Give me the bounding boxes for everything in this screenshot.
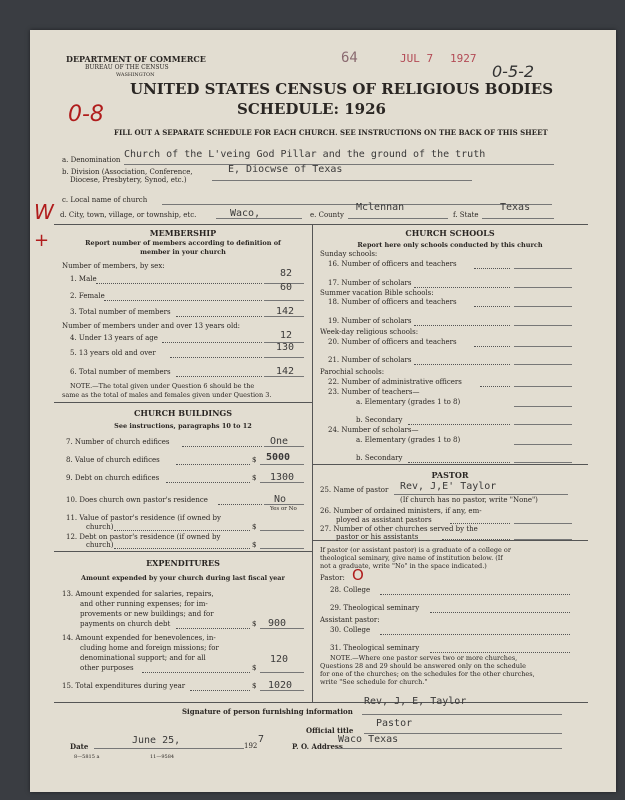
- stamp-date: JUL 7: [400, 52, 434, 65]
- q5-label: 5. 13 years old and over: [70, 349, 156, 357]
- q18-label: 18. Number of officers and teachers: [328, 298, 457, 306]
- bureau-heading: BUREAU OF THE CENSUS: [85, 64, 169, 71]
- q4-label: 4. Under 13 years of age: [70, 334, 158, 342]
- form-number: 8—5815 a: [74, 754, 100, 760]
- division-label-2: Diocese, Presbytery, Synod, etc.): [70, 176, 187, 184]
- q2-line: [264, 300, 304, 301]
- q2-leader: [104, 300, 262, 301]
- q19-label: 19. Number of scholars: [328, 317, 412, 325]
- q23-label: 23. Number of teachers—: [328, 388, 420, 396]
- q24-label: 24. Number of scholars—: [328, 426, 419, 434]
- pastor-note-2: Questions 28 and 29 should be answered only on the schedule: [320, 662, 526, 670]
- q12-leader: [114, 548, 250, 549]
- form-instruction: FILL OUT A SEPARATE SCHEDULE FOR EACH CHURCH. SEE INSTRUCTIONS ON THE BACK OF THIS SHEET: [114, 128, 548, 137]
- q19-leader: [414, 325, 510, 326]
- q22-label: 22. Number of administrative officers: [328, 378, 462, 386]
- q21-leader: [414, 364, 510, 365]
- q13-label-3: provements or new buildings; and for: [80, 610, 214, 618]
- q6-value: 142: [276, 366, 295, 377]
- pastor-note-3: for one of the churches; on the schedules for the other churches,: [320, 670, 535, 678]
- graduate-note-2: theological seminary, give name of institution below. (If: [320, 554, 503, 562]
- q17-line: [514, 287, 572, 288]
- q10-label: 10. Does church own pastor's residence: [66, 496, 208, 504]
- state-value: Texas: [500, 202, 531, 213]
- department-heading: DEPARTMENT OF COMMERCE: [66, 54, 206, 64]
- q23a-line: [514, 406, 572, 407]
- q24b-line: [514, 462, 572, 463]
- pastor-title: PASTOR: [431, 470, 469, 480]
- membership-note-2: same as the total of males and females given under Question 3.: [62, 391, 272, 399]
- q9-dollar: $: [252, 474, 257, 482]
- stamp-number: 64: [341, 50, 358, 66]
- q24b-leader: [408, 462, 510, 463]
- city-heading: WASHINGTON: [116, 72, 155, 78]
- q26-leader: [450, 523, 510, 524]
- q10-value: No: [274, 494, 287, 505]
- pastor-note-4: write "See schedule for church.": [320, 678, 428, 686]
- bottom-rule: [54, 702, 588, 703]
- q16-label: 16. Number of officers and teachers: [328, 260, 457, 268]
- q2-label: 2. Female: [70, 292, 105, 300]
- q14-label-4: other purposes: [80, 664, 134, 672]
- q8-dollar: $: [252, 456, 257, 464]
- q29-line: [430, 612, 570, 613]
- county-line: [348, 218, 448, 219]
- membership-title: MEMBERSHIP: [149, 228, 217, 238]
- members-by-age-label: Number of members under and over 13 years old:: [62, 322, 241, 330]
- q15-leader: [190, 690, 250, 691]
- graduate-note-3: not a graduate, write "No" in the space indicated.): [320, 562, 487, 570]
- q9-leader: [166, 482, 250, 483]
- q14-label-1: 14. Amount expended for benevolences, in-: [62, 634, 216, 642]
- membership-note-1: NOTE.—The total given under Question 6 should be the: [70, 382, 255, 390]
- q20-line: [514, 346, 572, 347]
- q27-line: [514, 539, 572, 540]
- handwritten-code-left: 0-8: [68, 102, 104, 127]
- state-line: [482, 218, 554, 219]
- pastor-subhead: Pastor:: [320, 574, 345, 582]
- q17-leader: [414, 287, 510, 288]
- q1-leader: [96, 283, 262, 284]
- q10-leader: [218, 504, 262, 505]
- q7-label: 7. Number of church edifices: [66, 438, 170, 446]
- q31-label: 31. Theological seminary: [330, 644, 420, 652]
- q11-line: [260, 530, 304, 531]
- q22-leader: [480, 386, 510, 387]
- q12-line: [260, 548, 304, 549]
- pastor-handwritten-mark: O: [352, 566, 364, 584]
- po-address-label: P. O. Address: [292, 742, 343, 751]
- q9-value: 1300: [270, 472, 295, 483]
- q26-line: [514, 523, 572, 524]
- denomination-label: a. Denomination: [62, 156, 121, 164]
- q22-line: [514, 386, 572, 387]
- rule-buildings: [54, 402, 312, 403]
- rule-pastor: [312, 464, 588, 465]
- q27-label-2: pastor or his assistants: [336, 533, 419, 541]
- q4-leader: [162, 342, 262, 343]
- q14-dollar: $: [252, 664, 257, 672]
- q11-label-1: 11. Value of pastor's residence (if owned by: [66, 514, 221, 522]
- q23a-label: a. Elementary (grades 1 to 8): [356, 398, 461, 406]
- county-label: e. County: [310, 211, 344, 219]
- q20-leader: [474, 346, 510, 347]
- denomination-value: Church of the L'veing God Pillar and the ground of the truth: [124, 149, 486, 160]
- county-value: Mclennan: [356, 202, 405, 213]
- q21-line: [514, 364, 572, 365]
- q12-dollar: $: [252, 541, 257, 549]
- form-number-2: 11—9584: [150, 754, 175, 760]
- pastor-note-1: NOTE.—Where one pastor serves two or more churches,: [330, 654, 518, 662]
- q24b-label: b. Secondary: [356, 454, 403, 462]
- q15-dollar: $: [252, 682, 257, 690]
- q15-value: 1020: [268, 680, 293, 691]
- handwritten-code-right: 0-5-2: [492, 62, 535, 81]
- q14-label-2: cluding home and foreign missions; for: [80, 644, 219, 652]
- q29-label: 29. Theological seminary: [330, 604, 420, 612]
- sunday-schools-label: Sunday schools:: [320, 250, 378, 258]
- schools-title: CHURCH SCHOOLS: [405, 228, 495, 238]
- q20-label: 20. Number of officers and teachers: [328, 338, 457, 346]
- division-line: [212, 180, 472, 181]
- q8-line: [260, 464, 304, 465]
- q6-label: 6. Total number of members: [70, 368, 171, 376]
- po-address-value: Waco Texas: [338, 734, 399, 745]
- q12-label-1: 12. Debt on pastor's residence (if owned by: [66, 533, 221, 541]
- state-label: f. State: [453, 211, 479, 219]
- local-name-label: c. Local name of church: [62, 196, 148, 204]
- q23b-line: [514, 424, 572, 425]
- q14-value: 120: [270, 654, 289, 665]
- q5-line: [264, 357, 304, 358]
- q4-value: 12: [280, 330, 293, 341]
- city-value: Waco,: [230, 208, 261, 219]
- q14-line: [260, 672, 304, 673]
- q25-line: [394, 494, 568, 495]
- rule-expenditures: [54, 551, 312, 552]
- q13-label-4: payments on church debt: [80, 620, 171, 628]
- q28-label: 28. College: [330, 586, 371, 594]
- q3-value: 142: [276, 306, 295, 317]
- official-title-value: Pastor: [376, 718, 413, 729]
- year-digit: 7: [258, 734, 265, 745]
- q5-leader: [170, 357, 262, 358]
- margin-cross: +: [34, 230, 50, 251]
- q30-label: 30. College: [330, 626, 371, 634]
- q23b-label: b. Secondary: [356, 416, 403, 424]
- q26-label-2: ployed as assistant pastors: [336, 516, 432, 524]
- q14-label-3: denominational support; and for all: [80, 654, 206, 662]
- q15-label: 15. Total expenditures during year: [62, 682, 186, 690]
- census-schedule-sheet: [30, 30, 616, 792]
- form-schedule-year: SCHEDULE: 1926: [237, 100, 386, 118]
- q18-leader: [474, 306, 510, 307]
- top-rule: [54, 224, 588, 225]
- date-line: [94, 748, 244, 749]
- q24a-label: a. Elementary (grades 1 to 8): [356, 436, 461, 444]
- q14-leader: [142, 672, 250, 673]
- buildings-title: CHURCH BUILDINGS: [134, 408, 232, 418]
- q26-label-1: 26. Number of ordained ministers, if any, em-: [320, 507, 482, 515]
- weekday-schools-label: Week-day religious schools:: [320, 328, 419, 336]
- q7-value: One: [270, 436, 289, 447]
- q1-value: 82: [280, 268, 293, 279]
- graduate-note-1: If pastor (or assistant pastor) is a graduate of a college or: [320, 546, 511, 554]
- q23b-leader: [408, 424, 510, 425]
- q8-label: 8. Value of church edifices: [66, 456, 160, 464]
- year-prefix: 192: [244, 742, 258, 750]
- q24a-line: [514, 444, 572, 445]
- q12-label-2: church): [86, 541, 114, 549]
- q27-label-1: 27. Number of other churches served by the: [320, 525, 478, 533]
- q11-dollar: $: [252, 523, 257, 531]
- q31-line: [430, 652, 570, 653]
- center-divider: [312, 224, 313, 702]
- summer-schools-label: Summer vacation Bible schools:: [320, 289, 434, 297]
- q13-leader: [176, 628, 250, 629]
- q17-label: 17. Number of scholars: [328, 279, 412, 287]
- signature-line: [362, 714, 562, 715]
- date-label: Date: [70, 742, 89, 751]
- q25-value: Rev, J,E' Taylor: [400, 481, 497, 492]
- q18-line: [514, 306, 572, 307]
- q1-label: 1. Male: [70, 275, 97, 283]
- expenditures-sub: Amount expended by your church during last fiscal year: [81, 574, 285, 582]
- q11-label-2: church): [86, 523, 114, 531]
- q27-leader: [442, 539, 510, 540]
- city-label: d. City, town, village, or township, etc.: [60, 211, 197, 219]
- margin-mark-w: W: [34, 200, 54, 224]
- q8-leader: [176, 464, 250, 465]
- division-value: E, Diocwse of Texas: [228, 164, 343, 175]
- q2-value: 60: [280, 282, 293, 293]
- q11-leader: [114, 530, 250, 531]
- q13-dollar: $: [252, 620, 257, 628]
- signature-label: Signature of person furnishing information: [182, 707, 353, 716]
- q7-leader: [182, 446, 262, 447]
- q25-hint: (If church has no pastor, write "None"): [400, 496, 538, 504]
- q21-label: 21. Number of scholars: [328, 356, 412, 364]
- date-value: June 25,: [132, 735, 181, 746]
- members-by-sex-label: Number of members, by sex:: [62, 262, 165, 270]
- q16-line: [514, 268, 572, 269]
- parochial-schools-label: Parochial schools:: [320, 368, 385, 376]
- buildings-sub: See instructions, paragraphs 10 to 12: [114, 422, 252, 430]
- signature-value: Rev, J, E, Taylor: [364, 696, 467, 707]
- schools-sub: Report here only schools conducted by this church: [357, 241, 543, 249]
- q25-label: 25. Name of pastor: [320, 486, 389, 494]
- form-title: UNITED STATES CENSUS OF RELIGIOUS BODIES: [130, 80, 554, 98]
- q13-value: 900: [268, 618, 287, 629]
- q10-hint: Yes or No: [270, 506, 297, 512]
- division-label-1: b. Division (Association, Conference,: [62, 168, 193, 176]
- po-address-line: [336, 748, 562, 749]
- membership-sub-2: member in your church: [140, 248, 226, 256]
- assistant-subhead: Assistant pastor:: [320, 616, 380, 624]
- q5-value: 130: [276, 342, 295, 353]
- q9-label: 9. Debt on church edifices: [66, 474, 160, 482]
- official-title-label: Official title: [306, 726, 354, 735]
- q13-label-1: 13. Amount expended for salaries, repairs,: [62, 590, 214, 598]
- q13-label-2: and other running expenses; for im-: [80, 600, 208, 608]
- q3-label: 3. Total number of members: [70, 308, 171, 316]
- q3-leader: [176, 316, 262, 317]
- q6-leader: [176, 376, 262, 377]
- q19-line: [514, 325, 572, 326]
- q30-line: [380, 634, 570, 635]
- q28-line: [380, 594, 570, 595]
- expenditures-title: EXPENDITURES: [146, 558, 220, 568]
- q16-leader: [474, 268, 510, 269]
- stamp-year: 1927: [450, 52, 477, 65]
- q8-value: 5000: [266, 452, 291, 463]
- membership-sub-1: Report number of members according to definition of: [85, 239, 281, 247]
